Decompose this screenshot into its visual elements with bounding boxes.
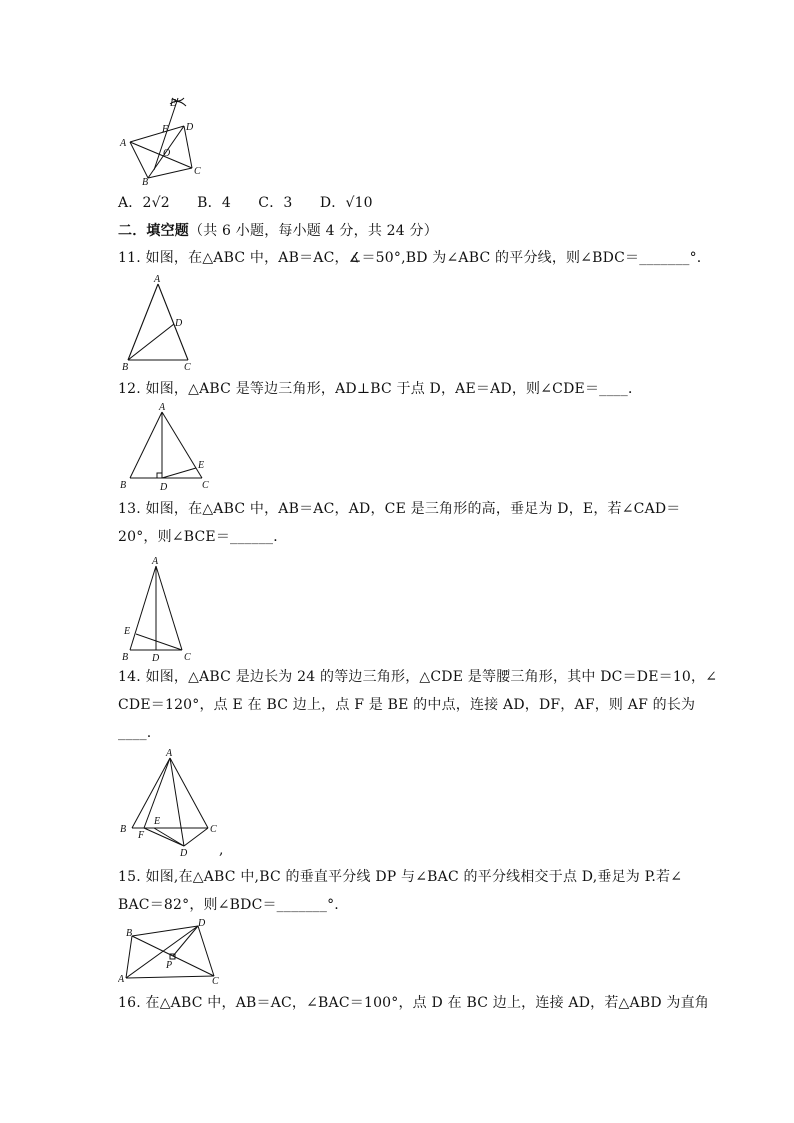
q15-label-B: B bbox=[126, 928, 133, 939]
q10-label-B: B bbox=[142, 177, 149, 186]
section-note: （共 6 小题，每小题 4 分，共 24 分） bbox=[189, 223, 438, 239]
q14-label-E: E bbox=[154, 816, 161, 827]
q10-option-b[interactable]: B．4 bbox=[197, 195, 231, 211]
q14-label-A: A bbox=[166, 748, 173, 759]
q12-label-C: C bbox=[202, 480, 209, 491]
q13-figure bbox=[118, 556, 198, 662]
q14-label-B: B bbox=[120, 824, 127, 835]
q16-line1: 16. 在△ABC 中，AB＝AC，∠BAC＝100°，点 D 在 BC 边上，连接 AD，若△ABD 为直角 bbox=[118, 995, 709, 1011]
q10-option-a[interactable]: A．2√2 bbox=[118, 195, 170, 211]
q10-label-F: F bbox=[162, 124, 169, 135]
q12-label-A: A bbox=[159, 402, 166, 413]
section-heading bbox=[118, 222, 438, 240]
q11-label-B: B bbox=[122, 362, 129, 372]
q14-label-C: C bbox=[210, 824, 217, 835]
q15-line2: BAC＝82°，则∠BDC＝_______°. bbox=[118, 897, 339, 913]
q15-label-P: P bbox=[166, 960, 173, 971]
q10-label-A: A bbox=[120, 138, 127, 149]
q11-figure bbox=[118, 274, 198, 372]
q10-label-O: O bbox=[163, 148, 171, 159]
q14-label-F: F bbox=[138, 830, 145, 841]
q15-line1: 15. 如图,在△ABC 中,BC 的垂直平分线 DP 与∠BAC 的平分线相交于点 D,垂足为 P.若∠ bbox=[118, 869, 683, 885]
q13-label-D: D bbox=[152, 653, 160, 662]
q12-label-D: D bbox=[160, 482, 168, 492]
q15-label-C: C bbox=[212, 976, 219, 987]
q13-line2: 20°，则∠BCE＝______． bbox=[118, 529, 288, 545]
q12-figure bbox=[118, 400, 218, 492]
q15-label-D: D bbox=[198, 918, 206, 929]
q13-line1: 13. 如图，在△ABC 中，AB＝AC，AD，CE 是三角形的高，垂足为 D，E，若∠CAD＝ bbox=[118, 501, 681, 517]
q13-label-A: A bbox=[152, 556, 159, 567]
q14-line3: ____. bbox=[118, 725, 152, 741]
q10-label-D: D bbox=[186, 122, 194, 133]
q11-label-A: A bbox=[154, 274, 161, 285]
q10-option-c[interactable]: C．3 bbox=[258, 195, 293, 211]
q10-option-d[interactable]: D．√10 bbox=[319, 195, 373, 211]
q13-label-E: E bbox=[124, 626, 131, 637]
q15-label-A: A bbox=[118, 974, 125, 985]
q14-label-D: D bbox=[180, 848, 188, 858]
q11-label-D: D bbox=[175, 318, 183, 329]
q14-line1: 14. 如图，△ABC 是边长为 24 的等边三角形，△CDE 是等腰三角形，其中 DC＝DE＝10，∠ bbox=[118, 669, 718, 685]
q11-label-C: C bbox=[184, 362, 191, 372]
q11-text: 11. 如图，在△ABC 中，AB＝AC，∡＝50°,BD 为∠ABC 的平分线，则∠BDC＝_______°. bbox=[118, 250, 702, 266]
q10-label-C: C bbox=[194, 166, 201, 177]
section-title: 二．填空题 bbox=[118, 223, 189, 239]
q10-figure bbox=[118, 94, 208, 186]
q14-figure bbox=[118, 748, 228, 858]
q12-label-B: B bbox=[120, 480, 127, 491]
q13-label-C: C bbox=[184, 652, 191, 662]
q10-label-E: E bbox=[170, 98, 177, 109]
q14-line2: CDE＝120°，点 E 在 BC 边上，点 F 是 BE 的中点，连接 AD，DF，AF，则 AF 的长为 bbox=[118, 697, 696, 713]
q10-options bbox=[118, 194, 373, 212]
q15-figure bbox=[118, 918, 228, 988]
q13-label-B: B bbox=[122, 652, 129, 662]
q12-text: 12. 如图，△ABC 是等边三角形，AD⊥BC 于点 D，AE＝AD，则∠CDE＝____． bbox=[118, 381, 643, 397]
q12-label-E: E bbox=[198, 460, 205, 471]
q14-trailing-comma: , bbox=[219, 842, 224, 858]
